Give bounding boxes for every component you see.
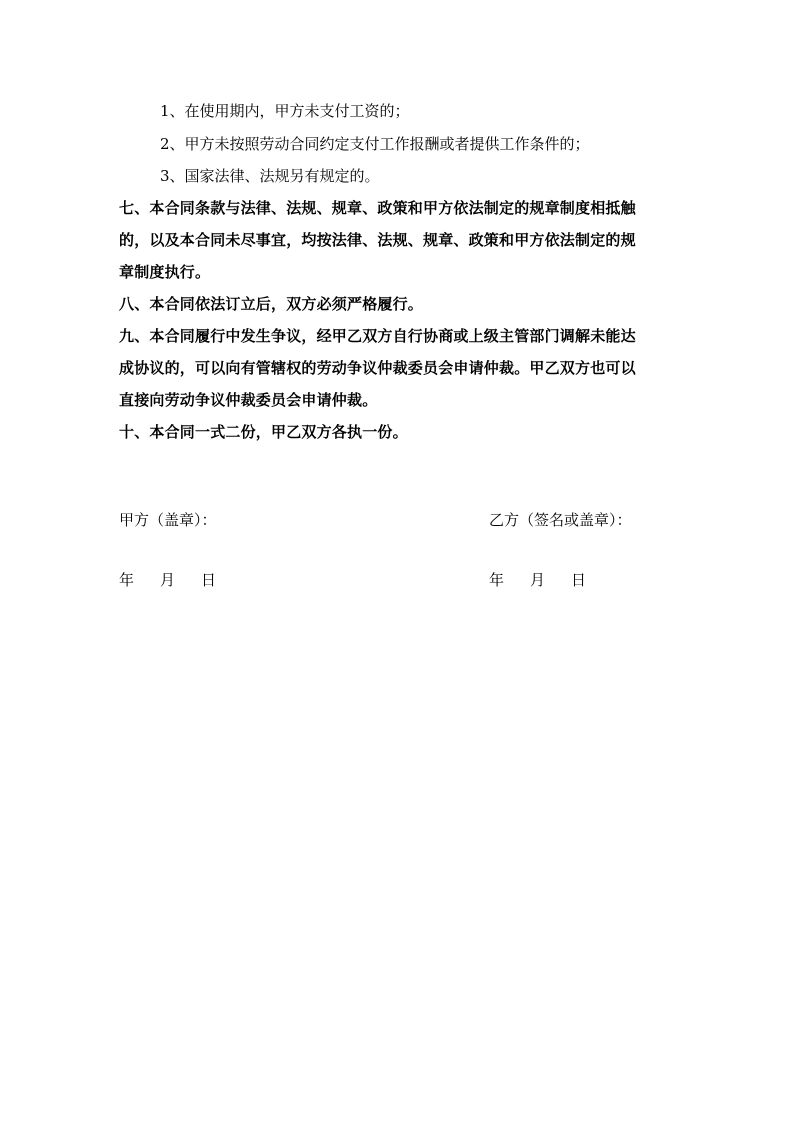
clause-7-line-3: 章制度执行。 (119, 263, 211, 281)
party-a-seal-label: 甲方（盖章）： (119, 511, 217, 529)
clause-7-line-2: 的，以及本合同未尽事宜，均按法律、法规、规章、政策和甲方依法制定的规 (119, 231, 636, 249)
month-label: 月 (160, 571, 176, 589)
list-item: 2、甲方未按照劳动合同约定支付工作报酬或者提供工作条件的； (160, 135, 590, 153)
party-a-date (119, 570, 216, 590)
list-item: 3、国家法律、法规另有规定的。 (160, 167, 380, 185)
list-item: 1、在使用期内，甲方未支付工资的； (160, 102, 410, 120)
day-label: 日 (201, 571, 217, 589)
clause-9-line-2: 成协议的，可以向有管辖权的劳动争议仲裁委员会申请仲裁。甲乙双方也可以 (119, 359, 636, 377)
clause-9-line-3: 直接向劳动争议仲裁委员会申请仲裁。 (119, 391, 378, 409)
year-label: 年 (489, 571, 505, 589)
party-b-date (489, 570, 586, 590)
clause-10: 十、本合同一式二份，甲乙双方各执一份。 (119, 423, 408, 441)
clause-7-line-1: 七、本合同条款与法律、法规、规章、政策和甲方依法制定的规章制度相抵触 (119, 199, 636, 217)
month-label: 月 (530, 571, 546, 589)
party-b-sign-label: 乙方（签名或盖章）： (489, 511, 632, 529)
clause-8: 八、本合同依法订立后，双方必须严格履行。 (119, 295, 424, 313)
clause-9-line-1: 九、本合同履行中发生争议，经甲乙双方自行协商或上级主管部门调解未能达 (119, 327, 636, 345)
year-label: 年 (119, 571, 135, 589)
day-label: 日 (571, 571, 587, 589)
